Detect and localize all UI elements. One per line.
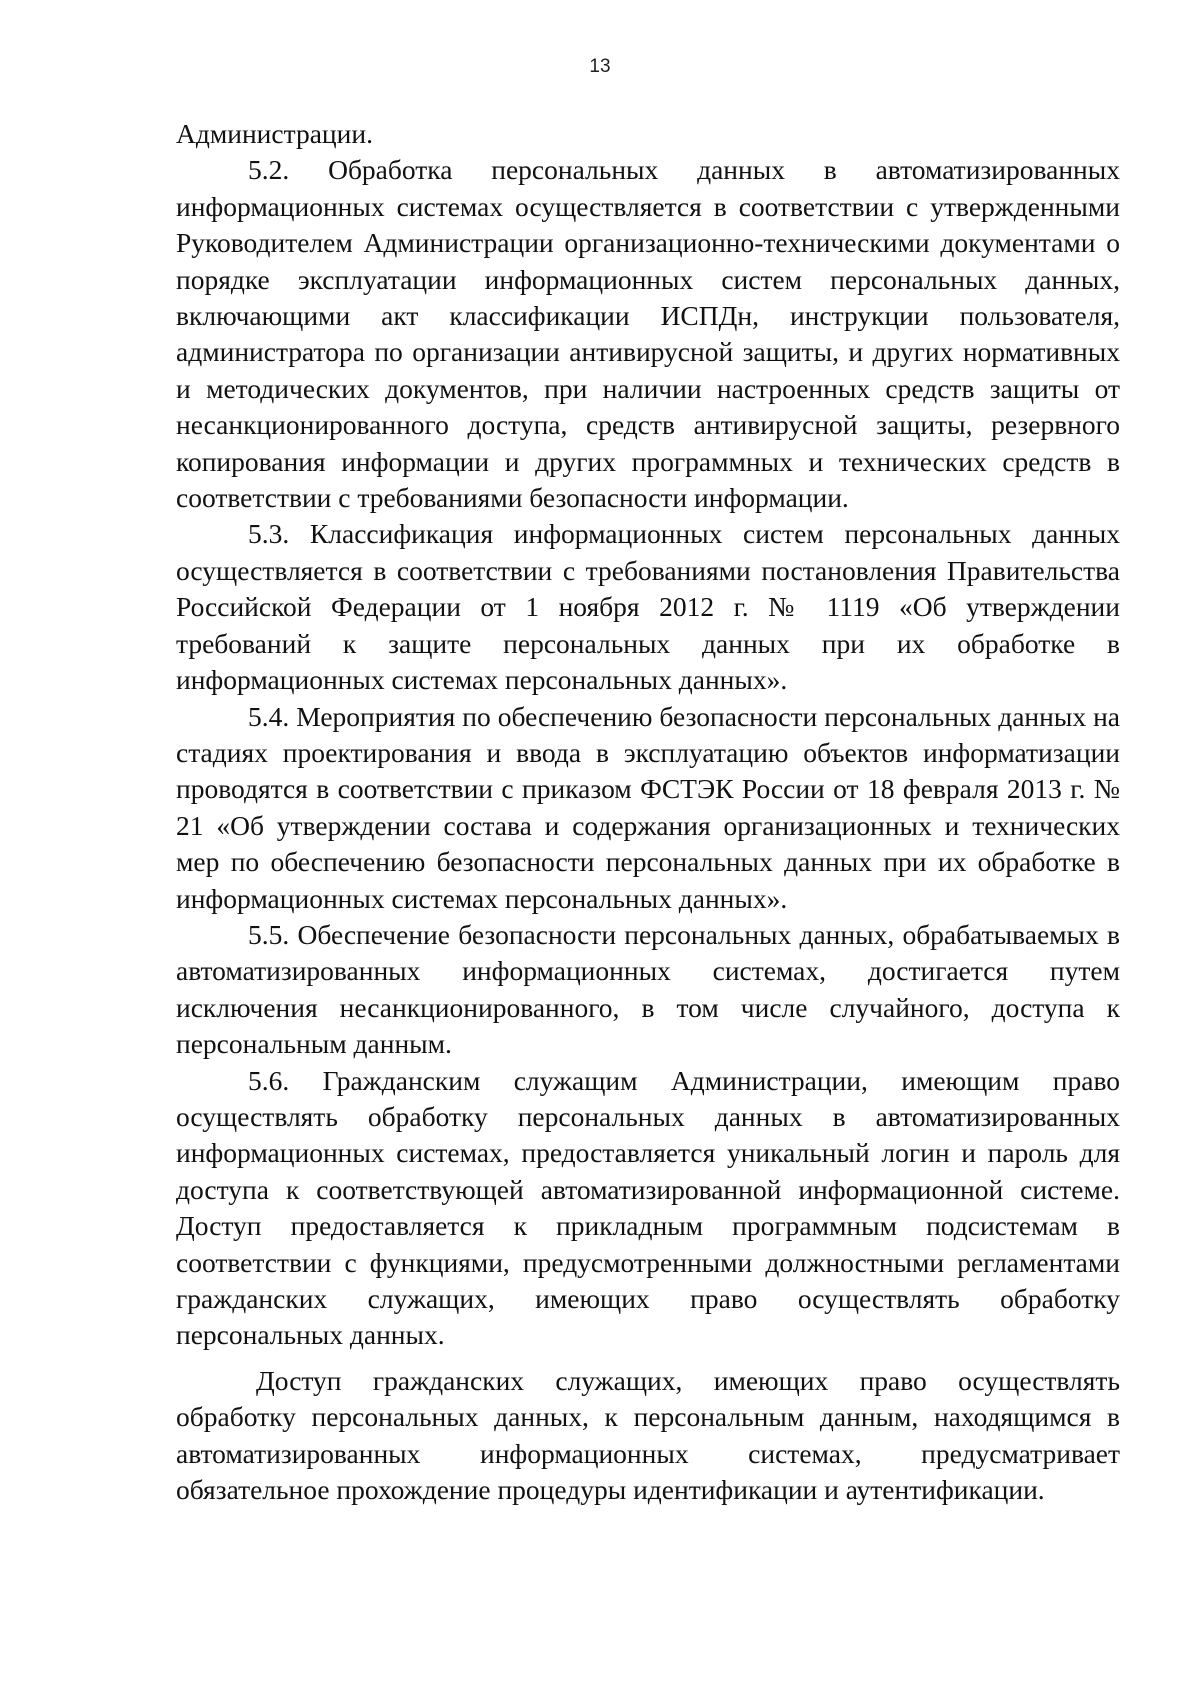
page-number: 13	[589, 56, 611, 77]
paragraph-5-3: 5.3. Классификация информационных систем персональных данных осуществляется в соответствии с требованиями постановления Правительства Российской Федерации от 1 ноября 2012 г. № 1119 «Об утверждении требований к защите персональных данных при их обработке в информационных системах персональных данных».	[176, 518, 1120, 696]
body-text	[176, 116, 1120, 1508]
paragraph-5-5: 5.5. Обеспечение безопасности персональных данных, обрабатываемых в автоматизированных информационных системах, достигается путем исключения несанкционированного, в том числе случайного, доступа к персональным данным.	[176, 918, 1120, 1060]
paragraph-continuation: Администрации.	[176, 118, 373, 149]
paragraph-5-4: 5.4. Мероприятия по обеспечению безопасности персональных данных на стадиях проектирования и ввода в эксплуатацию объектов информатизации проводятся в соответствии с приказом ФСТЭК России от 18 февраля 2013 г. № 21 «Об утверждении состава и содержания организационных и технических мер по обеспечению безопасности персональных данных при их обработке в информационных системах персональных данных».	[176, 700, 1120, 914]
paragraph-access: Доступ гражданских служащих, имеющих право осуществлять обработку персональных данных, к персональным данным, находящимся в автоматизированных информационных системах, предусматривает обязательное прохождение процедуры идентификации и аутентификации.	[176, 1364, 1120, 1506]
paragraph-5-6: 5.6. Гражданским служащим Администрации, имеющим право осуществлять обработку персональных данных в автоматизированных информационных системах, предоставляется уникальный логин и пароль для доступа к соответствующей автоматизированной информационной системе. Доступ предоставляется к прикладным программным подсистемам в соответствии с функциями, предусмотренными должностными регламентами гражданских служащих, имеющих право осуществлять обработку персональных данных.	[176, 1064, 1120, 1351]
paragraph-5-2: 5.2. Обработка персональных данных в автоматизированных информационных системах осуществляется в соответствии с утвержденными Руководителем Администрации организационно-техническими документами о порядке эксплуатации информационных систем персональных данных, включающими акт классификации ИСПДн, инструкции пользователя, администратора по организации антивирусной защиты, и других нормативных и методических документов, при наличии настроенных средств защиты от несанкционированного доступа, средств антивирусной защиты, резервного копирования информации и других программных и технических средств в соответствии с требованиями безопасности информации.	[176, 154, 1120, 514]
